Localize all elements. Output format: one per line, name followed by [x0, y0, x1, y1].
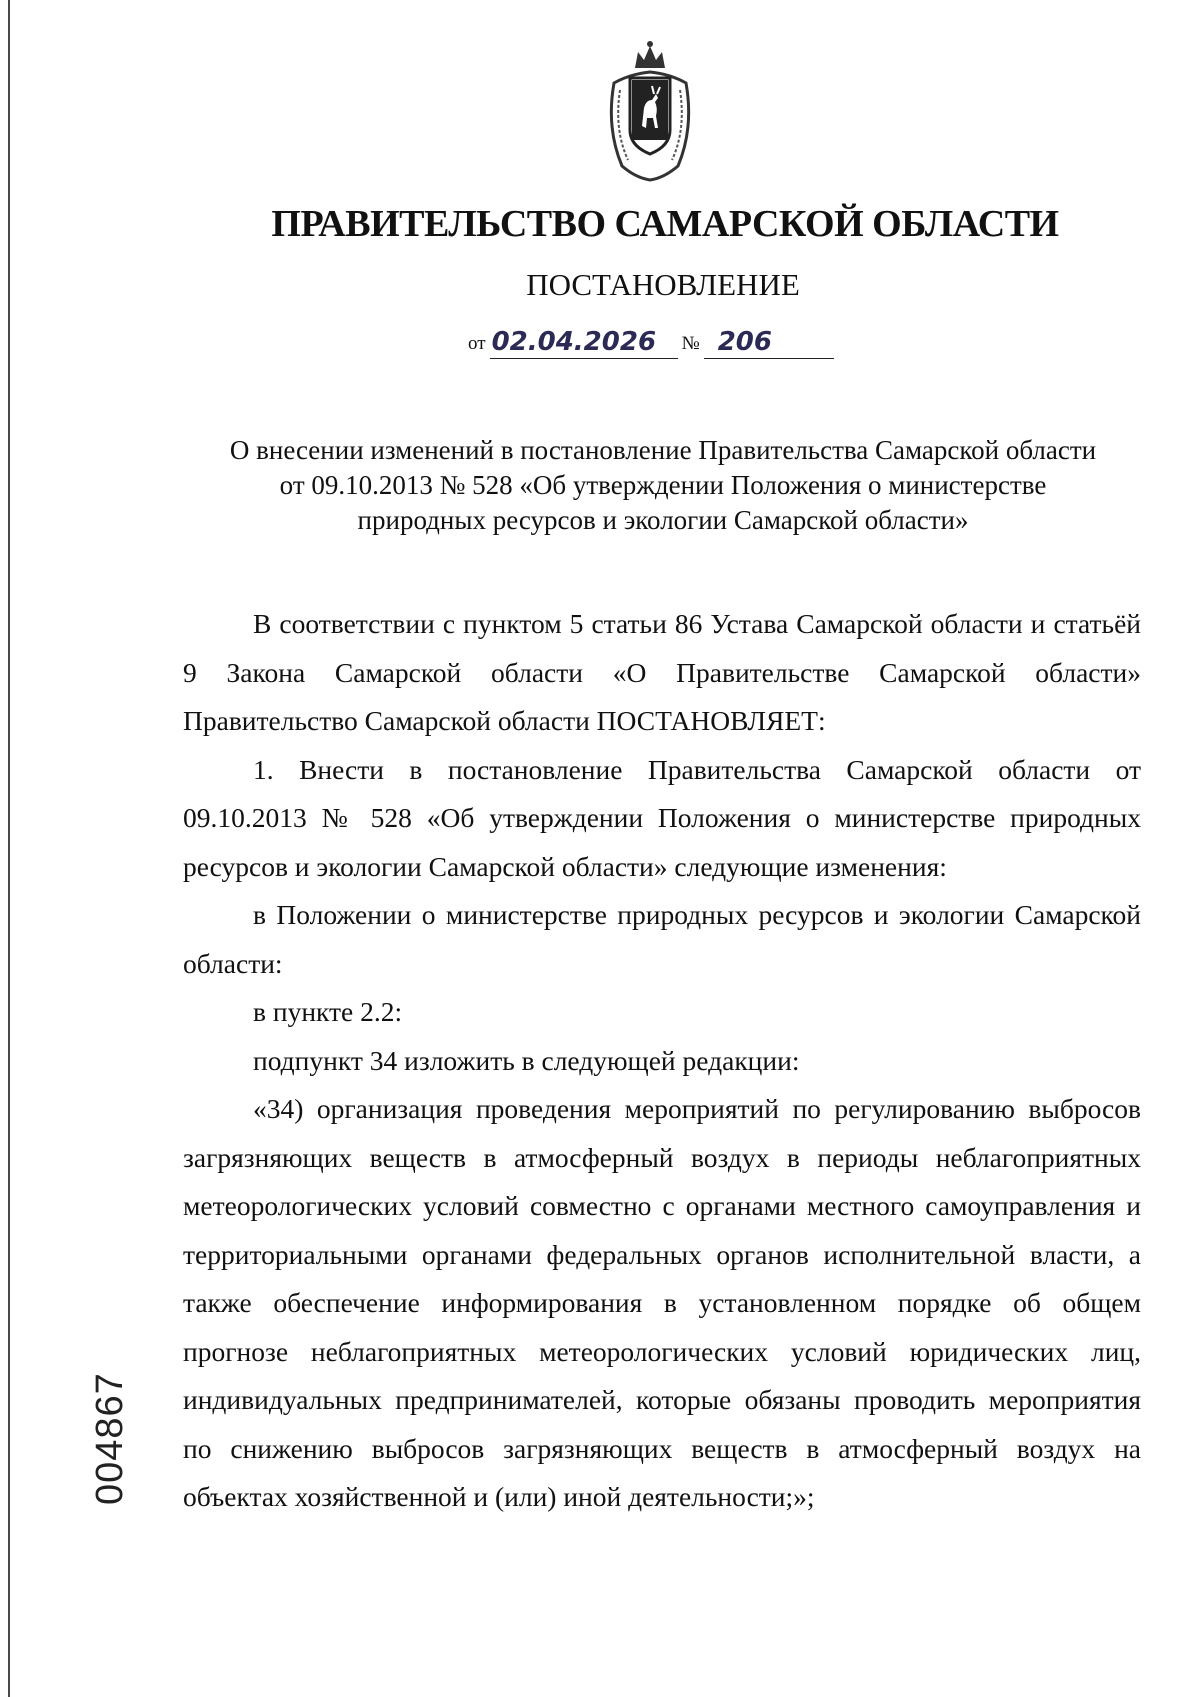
document-type: ПОСТАНОВЛЕНИЕ [526, 267, 800, 302]
body-paragraph: в Положении о министерстве природных ресурсов и экологии Самарской области: [183, 899, 1141, 979]
body-paragraph: 1. Внести в постановление Правительства Самарской области от 09.10.2013 № 528 «Об утверждении Положения о министерстве природных ресурсов и экологии Самарской области» следующие изменения: [183, 753, 1141, 882]
body-paragraph: в пункте 2.2: [253, 996, 403, 1027]
document-subject [178, 433, 1148, 538]
subject-line: от 09.10.2013 № 528 «Об утверждении Положения о министерстве [279, 470, 1047, 500]
subject-line: природных ресурсов и экологии Самарской области» [357, 505, 969, 535]
document-body [183, 600, 1141, 1522]
subject-line: О внесении изменений в постановление Правительства Самарской области [229, 435, 1097, 465]
number-value: 206 [704, 327, 834, 359]
body-paragraph: «34) организация проведения мероприятий по регулированию выбросов загрязняющих веществ в атмосферный воздух в периоды неблагоприятных метеорологических условий совместно с органами местного самоуправления и территориальными органами федеральных органов исполнительной власти, а также обеспечение информирования в установленном порядке об общем прогнозе неблагоприятных метеорологических условий юридических лиц, индивидуальных предпринимателей, которые обязаны проводить мероприятия по снижению выбросов загрязняющих веществ в атмосферный воздух на объектах хозяйственной и (или) иной деятельности;»; [183, 1093, 1141, 1512]
government-title: ПРАВИТЕЛЬСТВО САМАРСКОЙ ОБЛАСТИ [271, 203, 1059, 245]
side-serial-number: 004867 [89, 1372, 131, 1505]
body-paragraph: подпункт 34 изложить в следующей редакции: [253, 1044, 800, 1076]
date-value: 02.04.2026 [490, 327, 678, 359]
page-edge-line [8, 0, 10, 1697]
samara-coat-of-arms-icon [600, 38, 700, 183]
date-number-line [468, 327, 834, 359]
body-paragraph: В соответствии с пунктом 5 статьи 86 Устава Самарской области и статьёй 9 Закона Самарской области «О Правительстве Самарской области» Правительство Самарской области ПОСТАНОВЛЯЕТ: [183, 608, 1141, 736]
number-prefix: № [681, 333, 700, 355]
date-prefix: от [468, 333, 486, 355]
